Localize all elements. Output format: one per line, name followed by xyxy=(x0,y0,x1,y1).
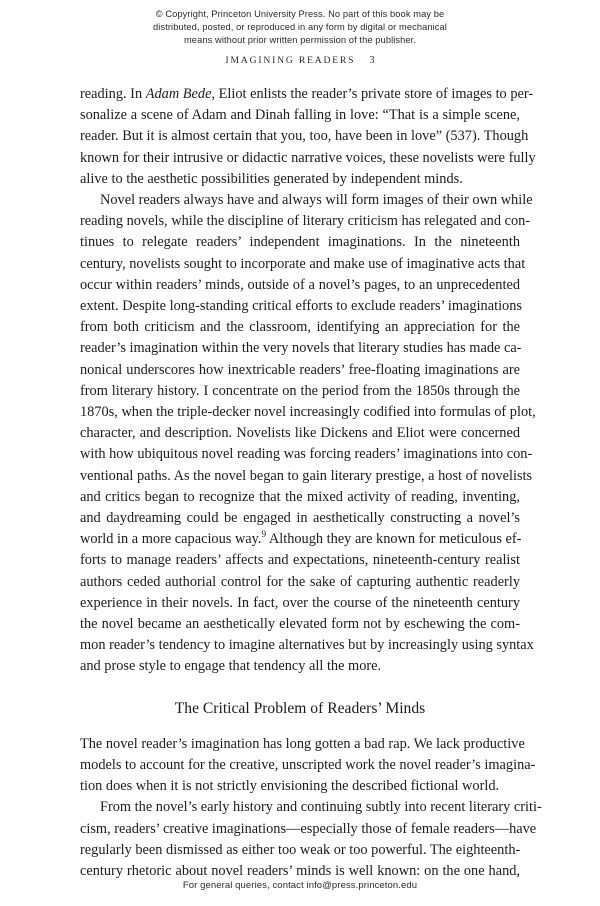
paragraph-1-line-5: alive to the aesthetic possibilities generated by independent minds. xyxy=(80,170,463,187)
paragraph-1-line-1 xyxy=(80,84,534,105)
copyright-line-1: © Copyright, Princeton University Press. No part of this book may be xyxy=(155,9,445,19)
paragraph-2-line-3: tinues to relegate readers’ independent imaginations. In the nineteenth xyxy=(80,234,520,251)
paragraph-1-line-1a: reading. In xyxy=(80,86,146,102)
paragraph-2-line-6: extent. Despite long-standing critical efforts to exclude readers’ imaginations xyxy=(80,298,522,315)
paragraph-2-line-1: Novel readers always have and always will form images of their own while xyxy=(100,192,533,209)
paragraph-2-line-16: and daydreaming could be engaged in aesthetically constructing a novel’s xyxy=(80,510,520,527)
paragraph-2-line-12: character, and description. Novelists like Dickens and Eliot were concerned xyxy=(80,425,520,442)
section-heading: The Critical Problem of Readers’ Minds xyxy=(174,699,426,717)
paragraph-2-line-17 xyxy=(80,529,520,550)
paragraph-3-line-1: The novel reader’s imagination has long gotten a bad rap. We lack productive xyxy=(80,735,525,752)
paragraph-2-line-19: authors ceded authorial control for the sake of capturing authentic readerly xyxy=(80,573,520,590)
paragraph-2-line-2: reading novels, while the discipline of literary criticism has relegated and con- xyxy=(80,213,531,230)
running-head-title: IMAGINING READERS xyxy=(225,55,356,66)
footer-text: For general queries, contact info@press.princeton.edu xyxy=(182,880,418,891)
page-number: 3 xyxy=(369,55,375,66)
running-head xyxy=(0,55,600,66)
copyright-notice xyxy=(0,8,600,48)
paragraph-2-line-22: mon reader’s tendency to imagine alternatives but by increasingly using syntax xyxy=(80,637,534,654)
paragraph-2-line-20: experience in their novels. In fact, over the course of the nineteenth century xyxy=(80,594,520,611)
paragraph-2 xyxy=(80,190,536,678)
paragraph-2-line-9: nonical underscores how inextricable readers’ free-floating imaginations are xyxy=(80,361,520,378)
paragraph-2-line-13: with how ubiquitous novel reading was forcing readers’ imaginations into con- xyxy=(80,446,533,463)
paragraph-1-line-4: known for their intrusive or didactic narrative voices, these novelists were fully xyxy=(80,149,536,166)
footnote-marker-9: 9 xyxy=(261,529,267,540)
paragraph-3-line-3: tion does when it is not strictly envisioning the described fictional world. xyxy=(80,778,500,795)
paragraph-1-line-2: sonalize a scene of Adam and Dinah falling in love: “That is a simple scene, xyxy=(80,107,520,124)
paragraph-2-line-10: from literary history. I concentrate on the period from the 1850s through the xyxy=(80,382,520,399)
paragraph-2-line-23: and prose style to engage that tendency all the more. xyxy=(80,658,382,675)
text-block xyxy=(80,84,542,882)
paragraph-1 xyxy=(80,84,536,190)
paragraph-3-line-2: models to account for the creative, unscripted work the novel reader’s imagina- xyxy=(80,756,536,773)
paragraph-2-line-15: and critics began to recognize that the mixed activity of reading, inventing, xyxy=(80,488,520,505)
paragraph-4-line-1: From the novel’s early history and continuing subtly into recent literary criti- xyxy=(100,799,542,816)
paragraph-2-line-17a: world in a more capacious way. xyxy=(80,531,262,548)
paragraph-2-line-8: reader’s imagination within the very novels that literary studies has made ca- xyxy=(80,340,522,357)
paragraph-4-line-2: cism, readers’ creative imaginations—especially those of female readers—have xyxy=(80,820,537,837)
footer-query-line xyxy=(0,880,600,891)
section-heading-wrapper xyxy=(80,678,520,734)
paragraph-2-line-21: the novel became an aesthetically elevated form not by eschewing the com- xyxy=(80,616,520,633)
paragraph-4 xyxy=(80,797,542,882)
copyright-line-2: distributed, posted, or reproduced in any form by digital or mechanical xyxy=(153,22,447,33)
paragraph-2-line-4: century, novelists sought to incorporate and make use of imaginative acts that xyxy=(80,255,526,272)
paragraph-2-line-5: occur within readers’ minds, outside of a novel’s pages, to an unprecedented xyxy=(80,276,520,293)
copyright-line-3: means without prior written permission of the publisher. xyxy=(183,35,417,46)
paragraph-4-line-3: regularly been dismissed as either too weak or too powerful. The eighteenth- xyxy=(80,841,521,858)
paragraph-2-line-14: ventional paths. As the novel began to gain literary prestige, a host of novelists xyxy=(80,467,533,484)
paragraph-2-line-11: 1870s, when the triple-decker novel increasingly codified into formulas of plot, xyxy=(80,404,536,421)
book-title-adam-bede: Adam Bede xyxy=(145,86,212,102)
paragraph-1-line-1b: , Eliot enlists the reader’s private store of images to per- xyxy=(211,86,534,102)
paragraph-4-line-4: century rhetoric about novel readers’ minds is well known: on the one hand, xyxy=(80,862,520,879)
paragraph-2-line-17b: Although they are known for meticulous ef- xyxy=(266,531,522,548)
paragraph-2-line-18: forts to manage readers’ affects and expectations, nineteenth-century realist xyxy=(80,552,520,569)
paragraph-2-line-7: from both criticism and the classroom, identifying an appreciation for the xyxy=(80,319,520,336)
paragraph-3 xyxy=(80,734,536,798)
paragraph-1-line-3: reader. But it is almost certain that you, too, have been in love” (537). Though xyxy=(80,128,529,145)
